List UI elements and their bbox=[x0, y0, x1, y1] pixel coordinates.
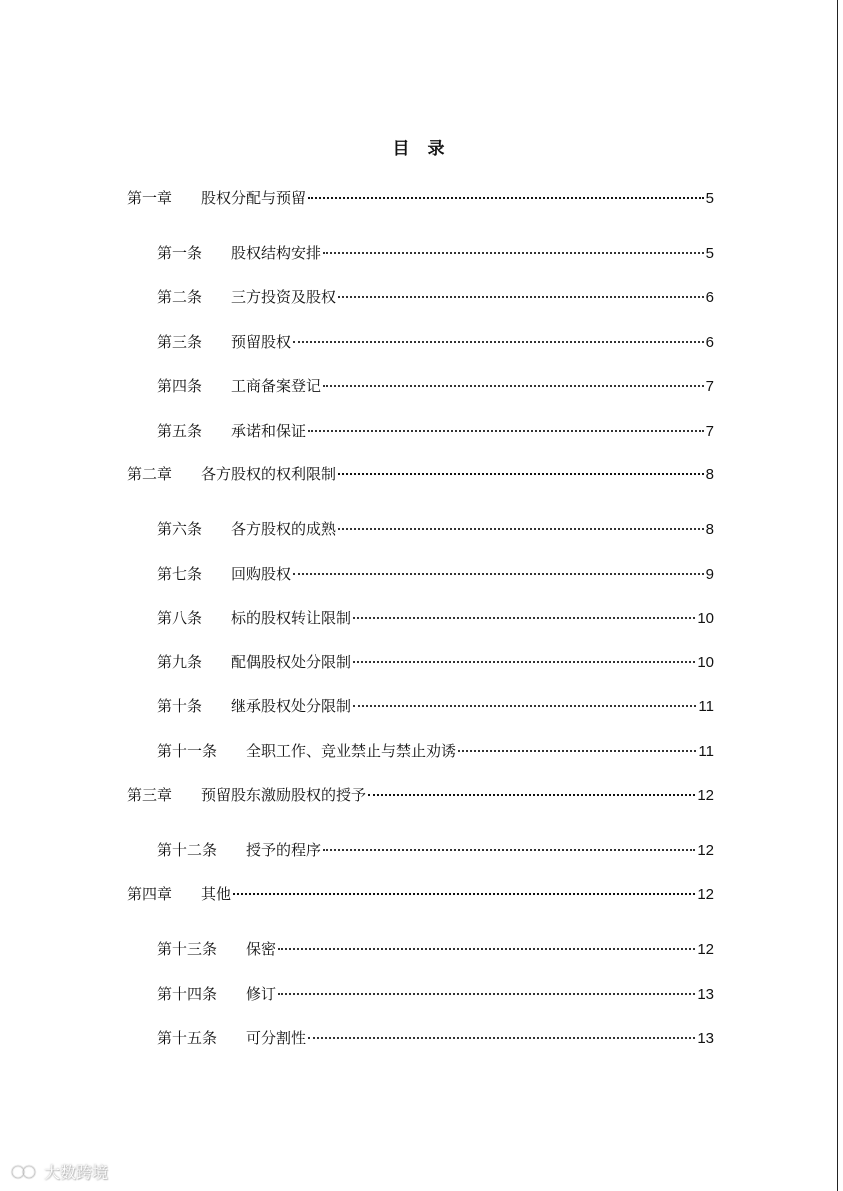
toc-number: 第二章 bbox=[127, 465, 173, 483]
toc-entry-title: 预留股东激励股权的授予 bbox=[201, 786, 367, 804]
toc-number: 第六条 bbox=[157, 520, 203, 538]
toc-page-number: 12 bbox=[697, 941, 714, 958]
toc-article[interactable] bbox=[157, 375, 714, 397]
toc-title: 目 录 bbox=[392, 139, 451, 159]
toc-page-number: 7 bbox=[705, 378, 714, 395]
dot-leader bbox=[368, 793, 695, 796]
toc-page-number: 5 bbox=[705, 245, 714, 262]
toc-entry-title: 股权分配与预留 bbox=[201, 189, 307, 207]
dot-leader bbox=[323, 384, 704, 387]
toc-number: 第八条 bbox=[157, 609, 203, 627]
toc-page-number: 5 bbox=[705, 190, 714, 207]
toc-number: 第四章 bbox=[127, 885, 173, 903]
watermark-text: 大数跨境 bbox=[44, 1162, 109, 1182]
toc-entry-title: 全职工作、竞业禁止与禁止劝诱 bbox=[246, 742, 457, 760]
dot-leader bbox=[353, 616, 695, 619]
toc-page-number: 6 bbox=[705, 289, 714, 306]
toc-entry-title: 工商备案登记 bbox=[231, 377, 322, 395]
toc-page-number: 8 bbox=[705, 521, 714, 538]
toc-entry-title: 标的股权转让限制 bbox=[231, 609, 352, 627]
watermark bbox=[10, 1158, 108, 1184]
toc-chapter[interactable] bbox=[127, 463, 714, 485]
toc-number: 第三条 bbox=[157, 333, 203, 351]
toc-article[interactable] bbox=[157, 420, 714, 442]
toc-number: 第十四条 bbox=[157, 985, 218, 1003]
toc-number: 第一条 bbox=[157, 244, 203, 262]
dot-leader bbox=[323, 848, 695, 851]
dot-leader bbox=[308, 429, 704, 432]
toc-number: 第五条 bbox=[157, 422, 203, 440]
toc-number: 第一章 bbox=[127, 189, 173, 207]
toc-entry-title: 股权结构安排 bbox=[231, 244, 322, 262]
toc-article[interactable] bbox=[157, 286, 714, 308]
toc-article[interactable] bbox=[157, 740, 714, 762]
toc-entry-title: 可分割性 bbox=[246, 1029, 307, 1047]
toc-article[interactable] bbox=[157, 563, 714, 585]
toc-entry-title: 授予的程序 bbox=[246, 841, 322, 859]
dot-leader bbox=[278, 992, 695, 995]
toc-article[interactable] bbox=[157, 242, 714, 264]
toc-number: 第十条 bbox=[157, 697, 203, 715]
toc-entry-title: 回购股权 bbox=[231, 565, 292, 583]
toc-page-number: 6 bbox=[705, 334, 714, 351]
toc-number: 第十三条 bbox=[157, 940, 218, 958]
toc-page-number: 12 bbox=[697, 886, 714, 903]
toc-number: 第二条 bbox=[157, 288, 203, 306]
toc-entry-title: 配偶股权处分限制 bbox=[231, 653, 352, 671]
toc-page-number: 9 bbox=[705, 566, 714, 583]
toc-chapter[interactable] bbox=[127, 883, 714, 905]
toc-chapter[interactable] bbox=[127, 784, 714, 806]
toc-entry-title: 各方股权的成熟 bbox=[231, 520, 337, 538]
dot-leader bbox=[293, 572, 704, 575]
toc-article[interactable] bbox=[157, 651, 714, 673]
toc-entry-title: 保密 bbox=[246, 940, 277, 958]
toc-entry-title: 三方投资及股权 bbox=[231, 288, 337, 306]
toc-article[interactable] bbox=[157, 695, 714, 717]
toc-chapter[interactable] bbox=[127, 187, 714, 209]
dot-leader bbox=[338, 472, 704, 475]
dot-leader bbox=[308, 1036, 695, 1039]
toc-entry-title: 修订 bbox=[246, 985, 277, 1003]
dot-leader bbox=[353, 704, 696, 707]
toc-page-number: 8 bbox=[705, 466, 714, 483]
toc-number: 第九条 bbox=[157, 653, 203, 671]
toc-number: 第十二条 bbox=[157, 841, 218, 859]
dot-leader bbox=[353, 660, 695, 663]
toc-page-number: 7 bbox=[705, 423, 714, 440]
toc-number: 第四条 bbox=[157, 377, 203, 395]
toc-number: 第十一条 bbox=[157, 742, 218, 760]
dot-leader bbox=[233, 892, 695, 895]
toc-article[interactable] bbox=[157, 607, 714, 629]
toc-page-number: 13 bbox=[697, 1030, 714, 1047]
toc-entry-title: 各方股权的权利限制 bbox=[201, 465, 337, 483]
toc-article[interactable] bbox=[157, 518, 714, 540]
toc-page-number: 12 bbox=[697, 842, 714, 859]
toc-page-number: 13 bbox=[697, 986, 714, 1003]
dot-leader bbox=[293, 340, 704, 343]
dot-leader bbox=[308, 196, 704, 199]
toc-article[interactable] bbox=[157, 331, 714, 353]
toc-article[interactable] bbox=[157, 938, 714, 960]
dot-leader bbox=[338, 527, 704, 530]
dot-leader bbox=[278, 947, 695, 950]
toc-number: 第十五条 bbox=[157, 1029, 218, 1047]
toc-entry-title: 承诺和保证 bbox=[231, 422, 307, 440]
toc-page-number: 10 bbox=[697, 654, 714, 671]
page-edge bbox=[837, 0, 838, 1191]
dot-leader bbox=[323, 251, 704, 254]
watermark-logo-icon bbox=[10, 1160, 40, 1182]
toc-article[interactable] bbox=[157, 983, 714, 1005]
toc-page-number: 11 bbox=[698, 743, 714, 760]
toc-number: 第七条 bbox=[157, 565, 203, 583]
toc-number: 第三章 bbox=[127, 786, 173, 804]
toc-page-number: 10 bbox=[697, 610, 714, 627]
toc-entry-title: 继承股权处分限制 bbox=[231, 697, 352, 715]
toc-article[interactable] bbox=[157, 1027, 714, 1049]
toc-article[interactable] bbox=[157, 839, 714, 861]
dot-leader bbox=[338, 295, 704, 298]
dot-leader bbox=[458, 749, 696, 752]
toc-entry-title: 预留股权 bbox=[231, 333, 292, 351]
toc-page-number: 12 bbox=[697, 787, 714, 804]
toc-entry-title: 其他 bbox=[201, 885, 232, 903]
toc-page-number: 11 bbox=[698, 698, 714, 715]
